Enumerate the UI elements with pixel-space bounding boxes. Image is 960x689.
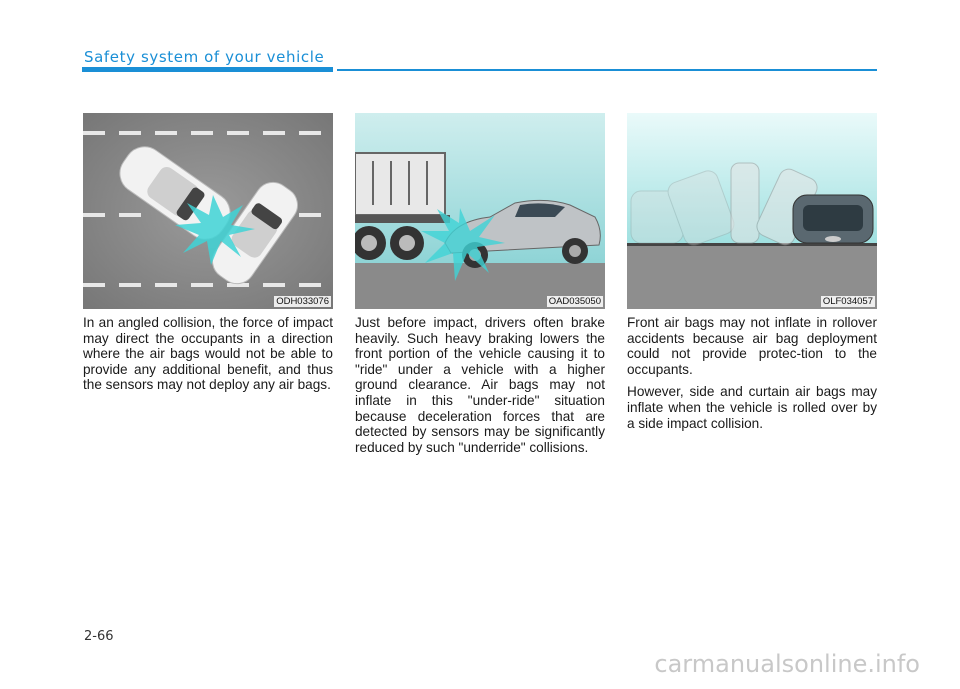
figure-rollover: [627, 113, 877, 309]
paragraph: Just before impact, drivers often brake heavily. Such heavy braking lowers the front portion of the vehicle causing it to "ride" under a vehicle with a higher ground clearance. Air bags may not inflate in this "under-ride" situation because deceleration forces that are detected by sensors may be significantly reduced by such "underride" collisions.: [355, 315, 605, 455]
rollover-illustration: [627, 113, 877, 309]
figure-underride: [355, 113, 605, 309]
underride-illustration: [355, 113, 605, 309]
paragraph: However, side and curtain air bags may inflate when the vehicle is rolled over by a side impact collision.: [627, 384, 877, 431]
figure-code: ODH033076: [276, 296, 329, 307]
section-title: Safety system of your vehicle: [84, 48, 325, 66]
column-text: [627, 315, 877, 431]
column-angled-collision: [83, 113, 333, 393]
watermark: carmanualsonline.info: [654, 650, 920, 678]
angled-collision-illustration: [83, 113, 333, 309]
figure-code: OAD035050: [548, 296, 601, 307]
column-text: [355, 315, 605, 455]
column-text: [83, 315, 333, 393]
paragraph: Front air bags may not inflate in rollover accidents because air bag deployment could not provide protec-tion to the occupants.: [627, 315, 877, 377]
figure-code: OLF034057: [822, 296, 873, 307]
paragraph: In an angled collision, the force of impact may direct the occupants in a direction where the air bags would not be able to provide any additional benefit, and thus the sensors may not deploy any air bags.: [83, 315, 333, 393]
column-rollover: [627, 113, 877, 431]
header-rule-thin: [337, 69, 877, 71]
figure-angled-collision: [83, 113, 333, 309]
header-rule-thick: [82, 67, 333, 72]
page-number: 2-66: [84, 629, 114, 644]
column-underride: [355, 113, 605, 455]
